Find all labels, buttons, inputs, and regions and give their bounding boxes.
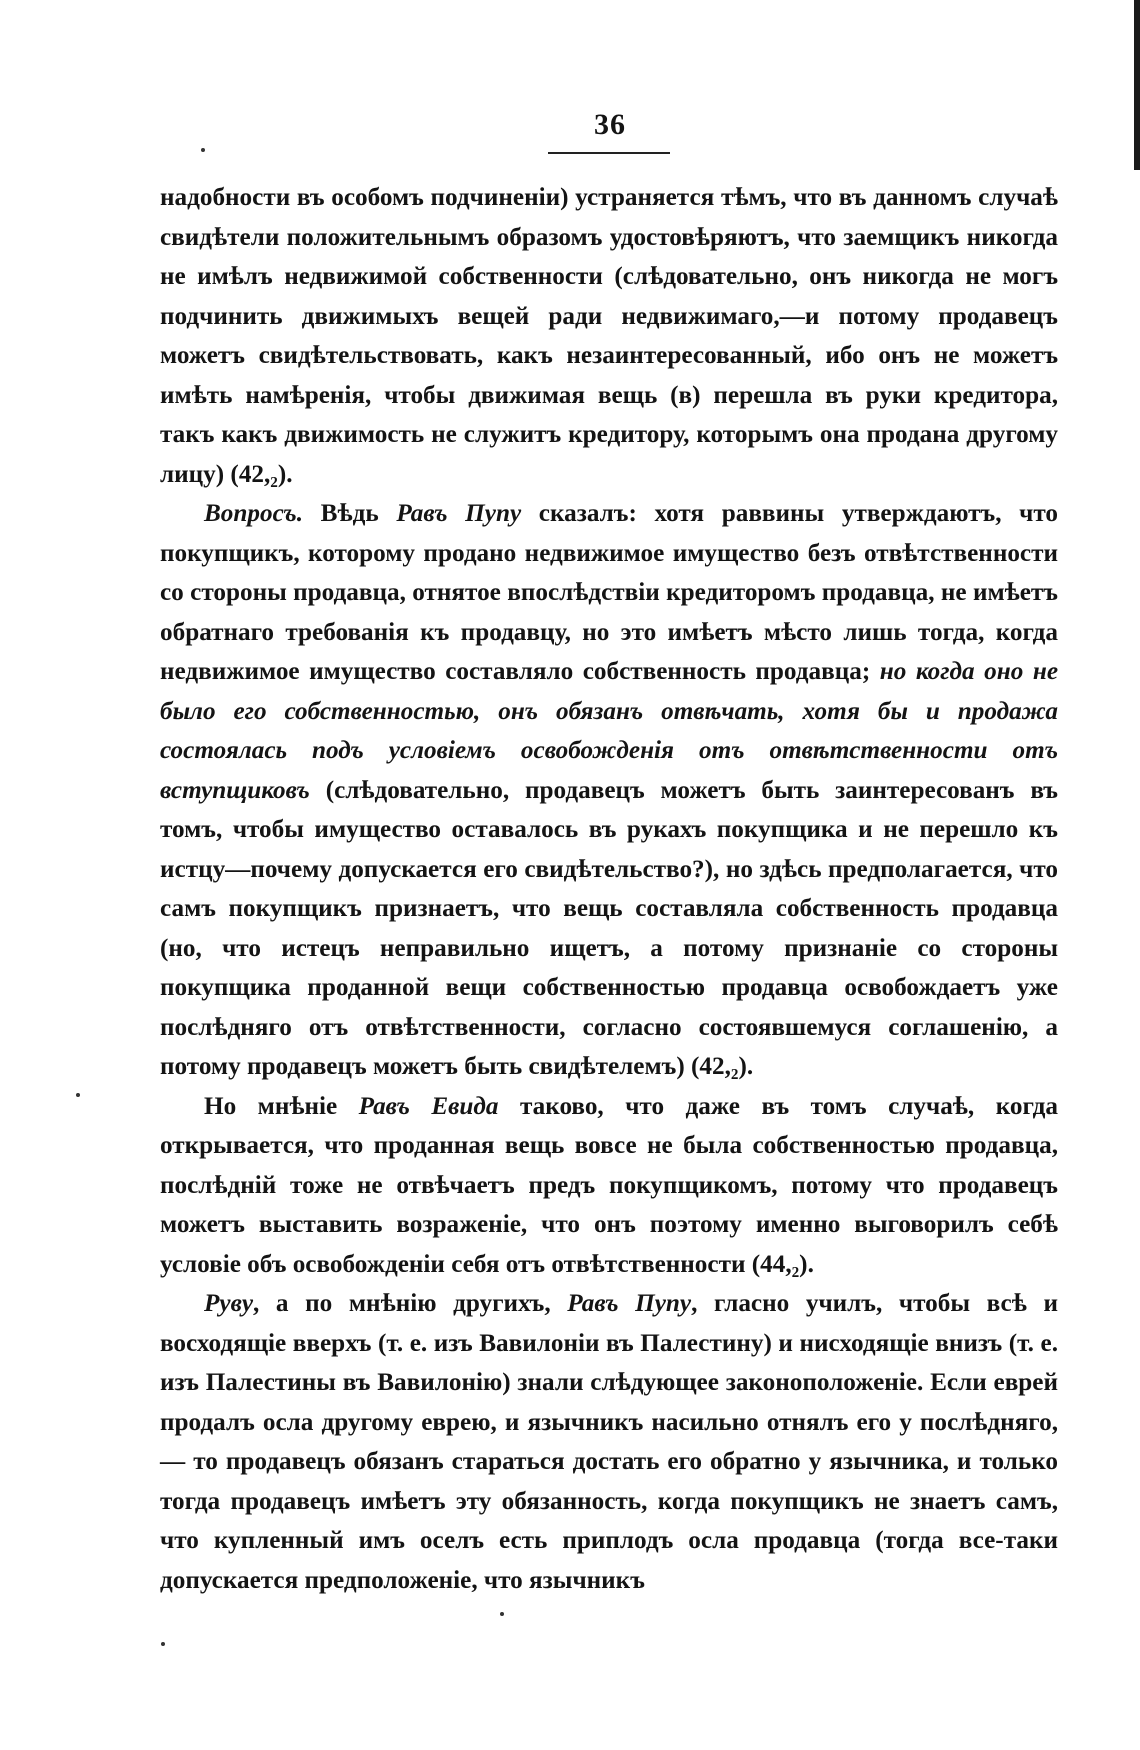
paragraph-2-text-b: сказалъ: хотя раввины утверждаютъ, что покупщикъ, которому продано недвижимое имущество безъ отвѣтственности со стороны продавца, отнятое впослѣдствіи кредиторомъ продавца, не имѣетъ обратнаго требованія къ продавцу, но это имѣетъ мѣсто лишь тогда, когда недвижимое имущество составляло собственность продавца; xyxy=(160,500,1058,685)
scan-speck xyxy=(500,1612,504,1616)
paragraph-2-text-a: Вѣдь xyxy=(303,500,397,527)
paragraph-2 xyxy=(160,494,1058,1087)
page-number: 36 xyxy=(594,108,626,141)
paragraph-2-italic-quote: но когда оно не было его собственностью, онъ обязанъ отвѣчать, хотя бы и продажа состоялась подъ условіемъ освобожденія отъ отвѣтственности отъ вступщиковъ xyxy=(160,658,1058,804)
scan-speck xyxy=(161,1642,165,1646)
page-number-rule xyxy=(548,152,670,154)
name-rav-evida: Равъ Евида xyxy=(358,1092,499,1120)
question-heading: Вопросъ. xyxy=(204,500,304,527)
name-rav-pupu: Равъ Пупу xyxy=(396,500,522,527)
paragraph-3 xyxy=(160,1087,1058,1285)
paragraph-4 xyxy=(160,1284,1058,1600)
paragraph-1-text: надобности въ особомъ подчиненіи) устраняется тѣмъ, что въ данномъ случаѣ свидѣтели положительнымъ образомъ удостовѣряютъ, что заемщикъ никогда не имѣлъ недвижимой собственности (слѣдовательно, онъ никогда не могъ подчинить движимыхъ вещей ради недвижимаго,—и потому продавецъ можетъ свидѣтельствовать, какъ незаинтересованный, ибо онъ не можетъ имѣть намѣренія, чтобы движимая вещь (в) перешла въ руки кредитора, такъ какъ движимость не служитъ кредитору, которымъ она продана другому лицу) (42,₂). xyxy=(160,184,1058,488)
paragraph-1 xyxy=(160,178,1058,494)
paragraph-2-text-c: (слѣдовательно, продавецъ можетъ быть заинтересованъ въ томъ, чтобы имущество оставалось въ рукахъ покупщика и не перешло къ истцу—почему допускается его свидѣтельство?), но здѣсь предполагается, что самъ покупщикъ признаетъ, что вещь составляла собственность продавца (но, что истецъ неправильно ищетъ, а потому признаніе со стороны покупщика проданной вещи собственностью продавца освобождаетъ уже послѣдняго отъ отвѣтственности, согласно состоявшемуся соглашенію, а потому продавецъ можетъ быть свидѣтелемъ) (42,₂). xyxy=(160,776,1058,1080)
paragraph-3-text-b: таково, что даже въ томъ случаѣ, когда открывается, что проданная вещь вовсе не была собственностью продавца, послѣдній тоже не отвѣчаетъ предъ покупщикомъ, потому что продавецъ можетъ выставить возраженіе, что онъ поэтому именно выговорилъ себѣ условіе объ освобожденіи себя отъ отвѣтственности (44,₂). xyxy=(160,1092,1058,1278)
paragraph-4-text-a: , а по мнѣнію другихъ, xyxy=(253,1290,568,1317)
page-body xyxy=(160,178,1058,1600)
name-ruvu: Руву xyxy=(204,1290,253,1317)
paragraph-3-text-a: Но мнѣніе xyxy=(204,1092,359,1120)
paragraph-4-text-b: , гласно училъ, чтобы всѣ и восходящіе вверхъ (т. е. изъ Вавилоніи въ Палестину) и нисходящіе внизъ (т. е. изъ Палестины въ Вавилонію) знали слѣдующее законоположеніе. Если еврей продалъ осла другому еврею, и язычникъ насильно отнялъ его у послѣдняго, — то продавецъ обязанъ стараться достать его обратно у язычника, и только тогда продавецъ имѣетъ эту обязанность, когда покупщикъ не знаетъ самъ, что купленный имъ оселъ есть приплодъ осла продавца (тогда все-таки допускается предположеніе, что язычникъ xyxy=(160,1290,1058,1594)
name-rav-pupu-2: Равъ Пупу xyxy=(567,1290,692,1317)
scan-speck xyxy=(201,148,205,152)
scan-speck xyxy=(76,1093,80,1097)
scan-edge-shadow xyxy=(1134,0,1140,170)
